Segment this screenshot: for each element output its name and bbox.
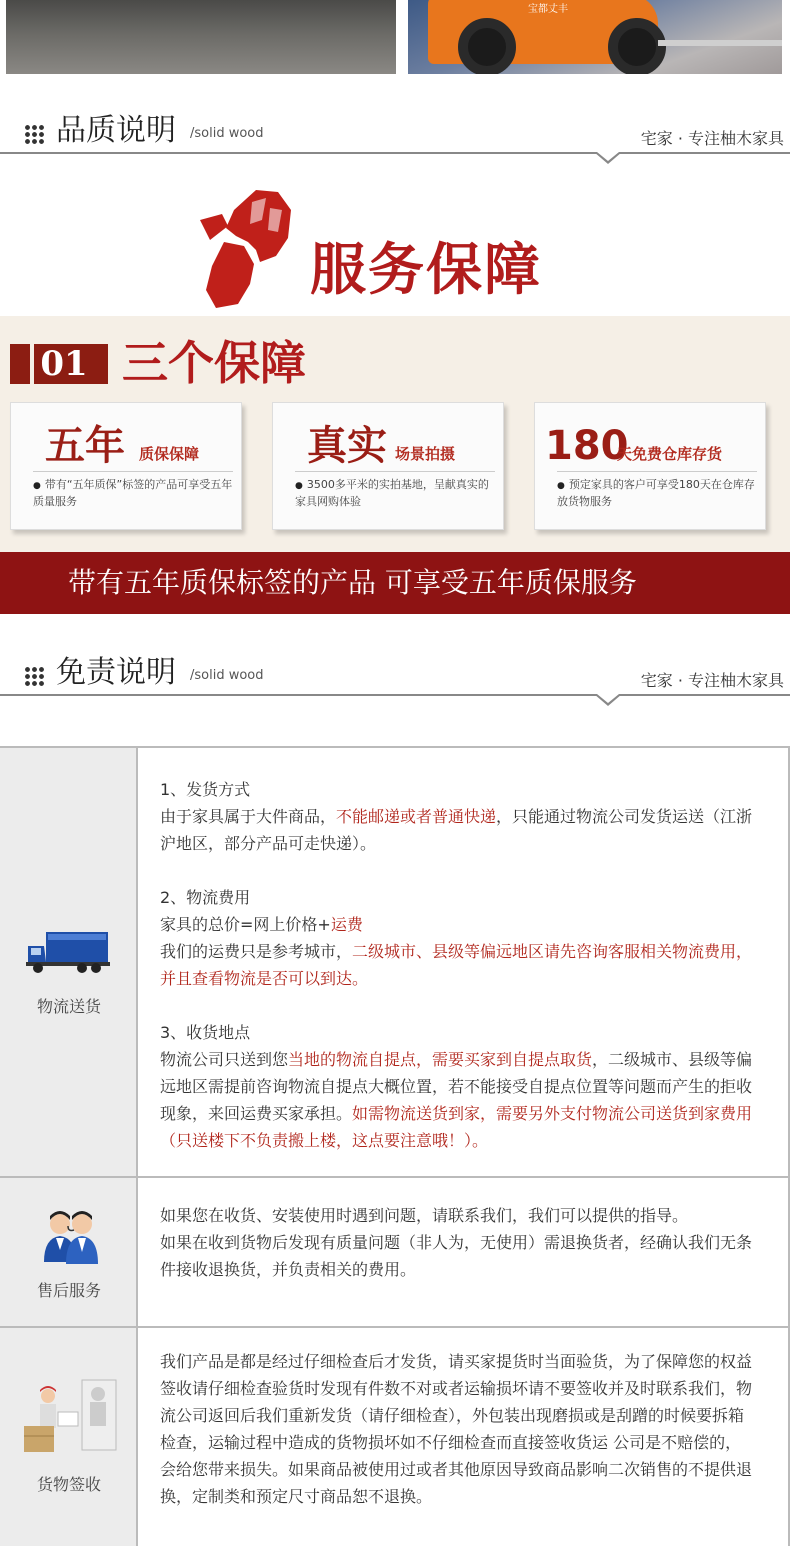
text: 物流公司只送到您: [160, 1050, 289, 1069]
row-label: 售后服务: [36, 1281, 101, 1300]
quality-section-header: [0, 112, 790, 152]
section-title: 品质说明: [56, 113, 176, 148]
spacer: [160, 992, 754, 1019]
guarantee-card-storage: [534, 402, 766, 530]
truck-icon: [26, 930, 110, 974]
disclaimer-table: [0, 746, 790, 1546]
section-title: 免责说明: [56, 655, 176, 690]
divider-notch-inner: [597, 694, 619, 703]
guarantee-card-warranty: [10, 402, 242, 530]
paragraph-total-price: [160, 911, 754, 938]
highlight-text: 二级城市、县级等偏远地区请先咨询客服相关物流费用，并且查看物流是否可以到达。: [160, 942, 753, 988]
row-label: 物流送货: [36, 997, 101, 1016]
wheel-icon: [458, 18, 516, 74]
table-row-logistics: [0, 748, 790, 1178]
card-small-text: 天免费仓库存货: [617, 445, 723, 463]
row-content: [160, 776, 754, 1154]
card-big-text: 真实: [307, 423, 387, 469]
card-big-text: 180: [545, 423, 629, 469]
text: ，只能通过物流公司发货运送（江浙沪地区，部分产品可走快递）。: [160, 807, 753, 853]
row-label: 货物签收: [36, 1475, 101, 1494]
warranty-banner: 带有五年质保标签的产品 可享受五年质保服务: [0, 552, 790, 614]
forklift-photo: [408, 0, 782, 74]
disclaimer-section-header: [0, 654, 790, 694]
paragraph-aftersales-2: 如果在收到货物后发现有质量问题（非人为，无使用）需退换货者，经确认我们无条件接收退换货，并负责相关的费用。: [160, 1233, 753, 1279]
service-title: 服务保障: [310, 237, 542, 303]
table-row-signoff: [0, 1328, 790, 1546]
divider: [0, 152, 790, 154]
brand-slogan: 宅家 · 专注柚木家具: [640, 129, 784, 148]
card-small-text: 场景拍摄: [395, 445, 456, 463]
fist-icon: [196, 180, 296, 310]
row-side-panel: [0, 1328, 138, 1546]
card-small-text: 质保保障: [139, 445, 200, 463]
delivery-icon: [24, 1378, 120, 1458]
highlight-text: 当地的物流自提点，需要买家到自提点取货: [288, 1050, 593, 1069]
divider-notch-inner: [597, 152, 619, 161]
spacer: [160, 857, 754, 884]
section-subtitle: /solid wood: [190, 668, 264, 683]
ground-photo: [6, 0, 396, 74]
guarantee-card-real-photos: [272, 402, 504, 530]
row-content: [160, 1348, 754, 1510]
card-divider: [33, 471, 233, 472]
text: 家具的总价=网上价格+: [160, 915, 331, 934]
forklift-text: 宝都丈丰: [528, 4, 568, 15]
highlight-text: 运费: [330, 915, 363, 934]
brand-slogan: 宅家 · 专注柚木家具: [640, 671, 784, 690]
text: ，二级城市、县级等偏远地区需提前咨询物流自提点大概位置，若不能接受自提点位置等问题而产生的拒收现象，来回运费买家承担。: [160, 1050, 753, 1123]
wheel-icon: [608, 18, 666, 74]
heading-shipping-method: 1、发货方式: [160, 780, 251, 799]
row-side-panel: [0, 1178, 138, 1326]
paragraph-pickup-location: [160, 1046, 754, 1154]
paragraph-shipping-fee: [160, 938, 754, 992]
card-description: ● 3500多平米的实拍基地，呈献真实的家具网购体验: [295, 477, 495, 510]
paragraph-shipping-method: [160, 803, 754, 857]
highlight-text: 不能邮递或者普通快递: [336, 807, 497, 826]
paragraph-aftersales-1: 如果您在收货、安装使用时遇到问题，请联系我们，我们可以提供的指导。: [160, 1206, 689, 1225]
text: 我们的运费只是参考城市，: [160, 942, 353, 961]
fork-icon: [658, 40, 782, 46]
section-subtitle: /solid wood: [190, 126, 264, 141]
customer-service-icon: [38, 1206, 102, 1270]
table-row-aftersales: [0, 1178, 790, 1328]
heading-shipping-fee: 2、物流费用: [160, 888, 251, 907]
row-content: [160, 1202, 754, 1283]
grid-dots-icon: [24, 124, 46, 146]
section-number-badge: [10, 344, 108, 384]
divider: [0, 694, 790, 696]
card-description: ● 带有“五年质保”标签的产品可享受五年质量服务: [33, 477, 233, 510]
grid-dots-icon: [24, 666, 46, 688]
card-big-text: 五年: [45, 423, 125, 469]
badge-number: 01: [30, 344, 87, 384]
paragraph-signoff: 我们产品是都是经过仔细检查后才发货，请买家提货时当面验货，为了保障您的权益签收请仔细检查验货时发现有件数不对或者运输损坏请不要签收并及时联系我们，物流公司返回后我们重新发货（请仔细检查），外包装出现磨损或是刮蹭的时候要拆箱检查，运输过程中造成的货物损坏如不仔细检查而直接签收货运 公司是不赔偿的，会给您带来损失。如果商品被使用过或者其他原因导致商品影响二次销售的不提供退换，定制类和预定尺寸商品恕不退换。: [160, 1352, 753, 1506]
text: 由于家具属于大件商品，: [160, 807, 337, 826]
card-divider: [295, 471, 495, 472]
row-side-panel: [0, 748, 138, 1176]
forklift-illustration: [428, 0, 658, 64]
card-description: ● 预定家具的客户可享受180天在仓库存放货物服务: [557, 477, 757, 510]
highlight-text: 如需物流送货到家，需要另外支付物流公司送货到家费用（只送楼下不负责搬上楼，这点要注意哦！）。: [160, 1104, 753, 1150]
guarantee-title: 三个保障: [122, 336, 306, 390]
card-divider: [557, 471, 757, 472]
heading-pickup-location: 3、收货地点: [160, 1023, 251, 1042]
